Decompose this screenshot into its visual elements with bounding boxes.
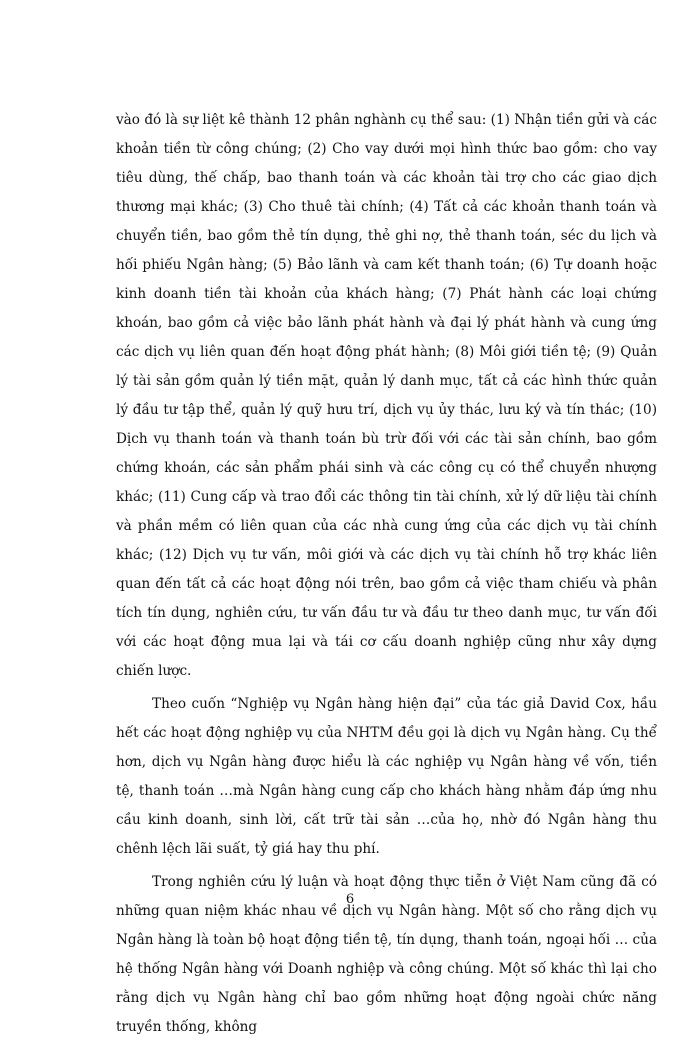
paragraph-david-cox: Theo cuốn “Nghiệp vụ Ngân hàng hiện đại” của tác giả David Cox, hầu hết các hoạt động nghiệp vụ của NHTM đều gọi là dịch vụ Ngân hàng. Cụ thể hơn, dịch vụ Ngân hàng được hiểu là các nghiệp vụ Ngân hàng về vốn, tiền tệ, thanh toán …mà Ngân hàng cung cấp cho khách hàng nhằm đáp ứng nhu cầu kinh doanh, sinh lời, cất trữ tài sản …của họ, nhờ đó Ngân hàng thu chênh lệch lãi suất, tỷ giá hay thu phí. bbox=[116, 696, 657, 857]
paragraph-services-list: vào đó là sự liệt kê thành 12 phân nghành cụ thể sau: (1) Nhận tiền gửi và các khoản tiền từ công chúng; (2) Cho vay dưới mọi hình thức bao gồm: cho vay tiêu dùng, thế chấp, bao thanh toán và các khoản tài trợ cho các giao dịch thương mại khác; (3) Cho thuê tài chính; (4) Tất cả các khoản thanh toán và chuyển tiền, bao gồm thẻ tín dụng, thẻ ghi nợ, thẻ thanh toán, séc du lịch và hối phiếu Ngân hàng; (5) Bảo lãnh và cam kết thanh toán; (6) Tự doanh hoặc kinh doanh tiền tài khoản của khách hàng; (7) Phát hành các loại chứng khoán, bao gồm cả việc bảo lãnh phát hành và đại lý phát hành và cung ứng các dịch vụ liên quan đến hoạt động phát hành; (8) Môi giới tiền tệ; (9) Quản lý tài sản gồm quản lý tiền mặt, quản lý danh mục, tất cả các hình thức quản lý đầu tư tập thể, quản lý quỹ hưu trí, dịch vụ ủy thác, lưu ký và tín thác; (10) Dịch vụ thanh toán và thanh toán bù trừ đối với các tài sản chính, bao gồm chứng khoán, các sản phẩm phái sinh và các công cụ có thể chuyển nhượng khác; (11) Cung cấp và trao đổi các thông tin tài chính, xử lý dữ liệu tài chính và phần mềm có liên quan của các nhà cung ứng của các dịch vụ tài chính khác; (12) Dịch vụ tư vấn, môi giới và các dịch vụ tài chính hỗ trợ khác liên quan đến tất cả các hoạt động nói trên, bao gồm cả việc tham chiếu và phân tích tín dụng, nghiên cứu, tư vấn đầu tư và đầu tư theo danh mục, tư vấn đối với các hoạt động mua lại và tái cơ cấu doanh nghiệp cũng như xây dựng chiến lược. bbox=[116, 112, 657, 679]
paragraph-vietnam-views: Trong nghiên cứu lý luận và hoạt động thực tiễn ở Việt Nam cũng đã có những quan niệm khác nhau về dịch vụ Ngân hàng. Một số cho rằng dịch vụ Ngân hàng là toàn bộ hoạt động tiền tệ, tín dụng, thanh toán, ngoại hối … của hệ thống Ngân hàng với Doanh nghiệp và công chúng. Một số khác thì lại cho rằng dịch vụ Ngân hàng chỉ bao gồm những hoạt động ngoài chức năng truyền thống, không bbox=[116, 874, 657, 1035]
page-number: 6 bbox=[345, 892, 355, 907]
